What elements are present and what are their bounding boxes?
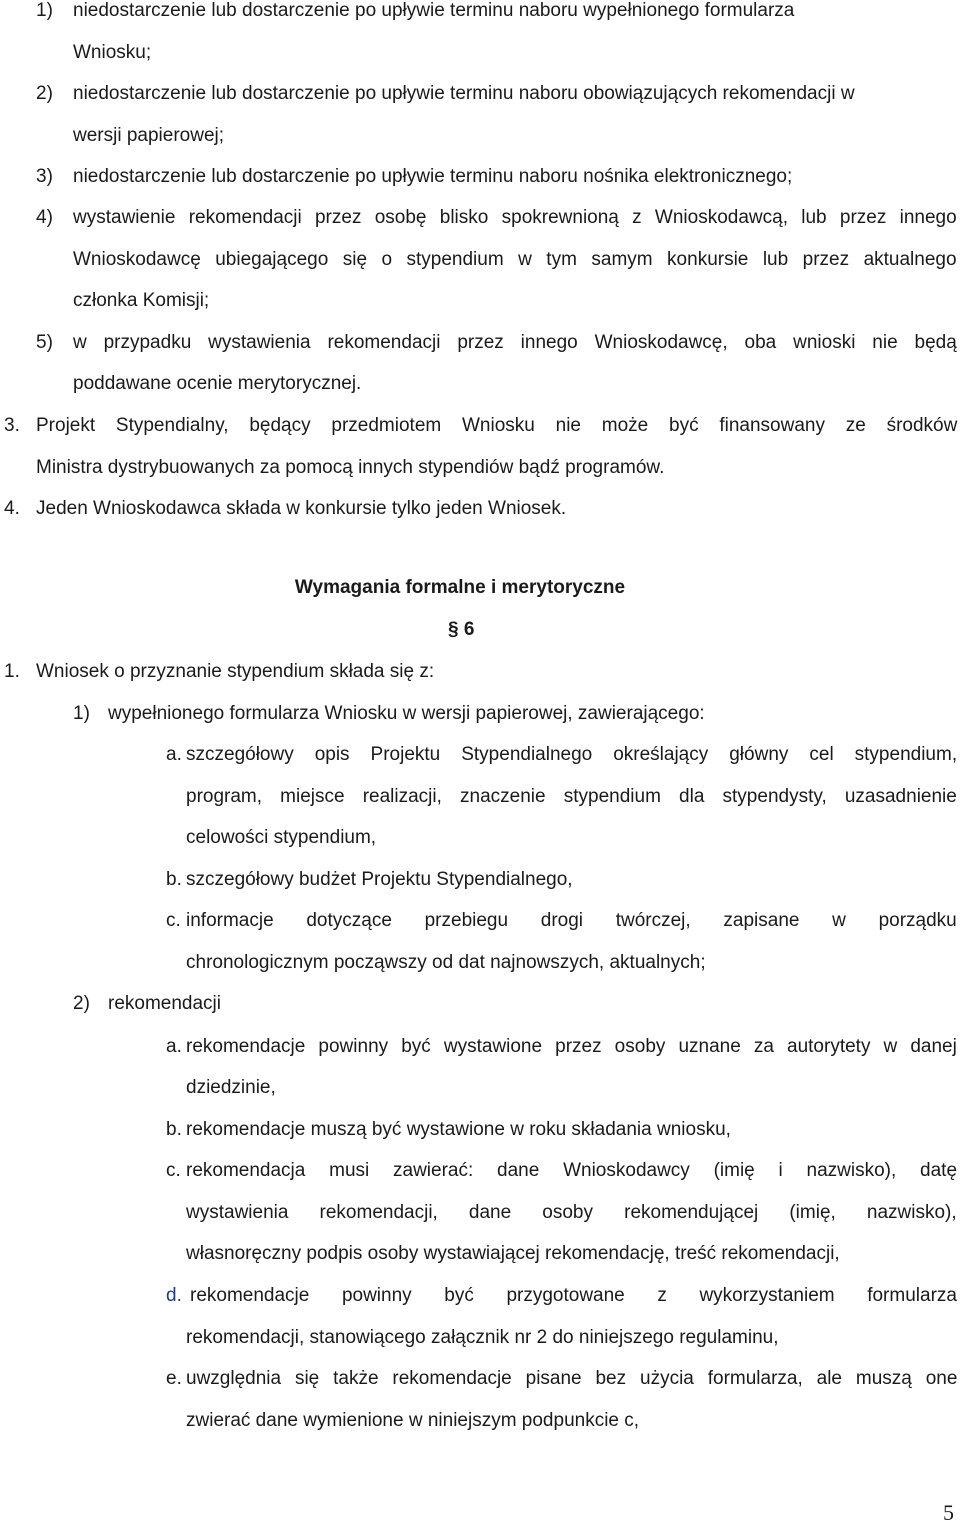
point-text: Projekt Stypendialny, będący przedmiotem Wniosku nie może być finansowany ze środków [36, 415, 958, 436]
list-item-number: 2) [36, 83, 53, 104]
letter-item-text: celowości stypendium, [186, 827, 377, 848]
justified-line: niedostarczenie lub dostarczenie po upływie terminu naboru obowiązujących rekomendacji w [73, 83, 855, 104]
list-item-text: w przypadku wystawienia rekomendacji przez innego Wnioskodawcę, oba wnioski nie będą [73, 332, 957, 353]
letter-item-text: szczegółowy opis Projektu Stypendialnego określający główny cel stypendium, [186, 744, 958, 765]
letter-item-text: własnoręczny podpis osoby wystawiającej rekomendację, treść rekomendacji, [186, 1243, 840, 1264]
letter-item-text: uwzględnia się także rekomendacje pisane bez użycia formularza, ale muszą one [186, 1368, 958, 1389]
letter-item-marker: c. [166, 910, 181, 931]
letter-item-text: rekomendacji, stanowiącego załącznik nr 2 do niniejszego regulaminu, [186, 1327, 779, 1348]
letter-item-marker: e. [166, 1368, 182, 1389]
list-item-number: 3) [36, 166, 53, 187]
sub-item-text: rekomendacji [108, 993, 221, 1014]
letter-item-text: rekomendacja musi zawierać: dane Wnioskodawcy (imię i nazwisko), datę [186, 1160, 958, 1181]
letter-item-marker: b. [166, 1119, 182, 1140]
letter-item-text: szczegółowy budżet Projektu Stypendialnego, [186, 869, 573, 890]
point-text: Wniosek o przyznanie stypendium składa się z: [36, 661, 435, 682]
section-heading: Wymagania formalne i merytoryczne [294, 577, 626, 598]
point-number: 4. [4, 498, 20, 519]
list-item-text: Wnioskodawcę ubiegającego się o stypendium w tym samym konkursie lub przez aktualnego [73, 249, 957, 270]
list-item-number: 5) [36, 332, 53, 353]
list-item-text: niedostarczenie lub dostarczenie po upływie terminu naboru nośnika elektronicznego; [73, 166, 793, 187]
list-item-text: wystawienie rekomendacji przez osobę blisko spokrewnioną z Wnioskodawcą, lub przez innego [73, 207, 957, 228]
list-item-text: Wniosku; [73, 42, 152, 63]
point-number: 3. [4, 415, 20, 436]
paragraph-number: § 6 [448, 619, 475, 640]
list-item-text: wersji papierowej; [73, 125, 225, 146]
letter-item-marker: d. [166, 1285, 182, 1306]
sub-item-text: wypełnionego formularza Wniosku w wersji papierowej, zawierającego: [108, 703, 705, 724]
list-item-number: 4) [36, 207, 53, 228]
letter-item-text: rekomendacje powinny być wystawione przez osoby uznane za autorytety w danej [186, 1036, 957, 1057]
letter-item-text: informacje dotyczące przebiegu drogi twórczej, zapisane w porządku [186, 910, 957, 931]
letter-item-marker: c. [166, 1160, 181, 1181]
list-item-number: 1) [36, 0, 53, 21]
list-item-text [73, 83, 957, 105]
letter-item-marker: a. [166, 744, 182, 765]
letter-item-text: wystawienia rekomendacji, dane osoby rekomendującej (imię, nazwisko), [186, 1202, 957, 1223]
letter-item-text: rekomendacje powinny być przygotowane z wykorzystaniem formularza [190, 1285, 957, 1306]
point-text: Ministra dystrybuowanych za pomocą innych stypendiów bądź programów. [36, 457, 665, 478]
letter-item-text: program, miejsce realizacji, znaczenie stypendium dla stypendysty, uzasadnienie [186, 786, 957, 807]
letter-item-text: zwierać dane wymienione w niniejszym podpunkcie c, [186, 1410, 640, 1431]
letter-item-marker: a. [166, 1036, 182, 1057]
point-number: 1. [4, 661, 20, 682]
list-item-text: członka Komisji; [73, 290, 210, 311]
point-text: Jeden Wnioskodawca składa w konkursie tylko jeden Wniosek. [36, 498, 567, 519]
list-item-text: niedostarczenie lub dostarczenie po upływie terminu naboru wypełnionego formularza [73, 0, 795, 21]
sub-item-number: 1) [73, 703, 90, 724]
letter-item-text: dziedzinie, [186, 1077, 276, 1098]
list-item-text: poddawane ocenie merytorycznej. [73, 373, 362, 394]
letter-item-marker: b. [166, 869, 182, 890]
page-number: 5 [943, 1500, 954, 1525]
sub-item-number: 2) [73, 993, 90, 1014]
letter-item-text: chronologicznym począwszy od dat najnowszych, aktualnych; [186, 952, 706, 973]
letter-item-text: rekomendacje muszą być wystawione w roku składania wniosku, [186, 1119, 731, 1140]
